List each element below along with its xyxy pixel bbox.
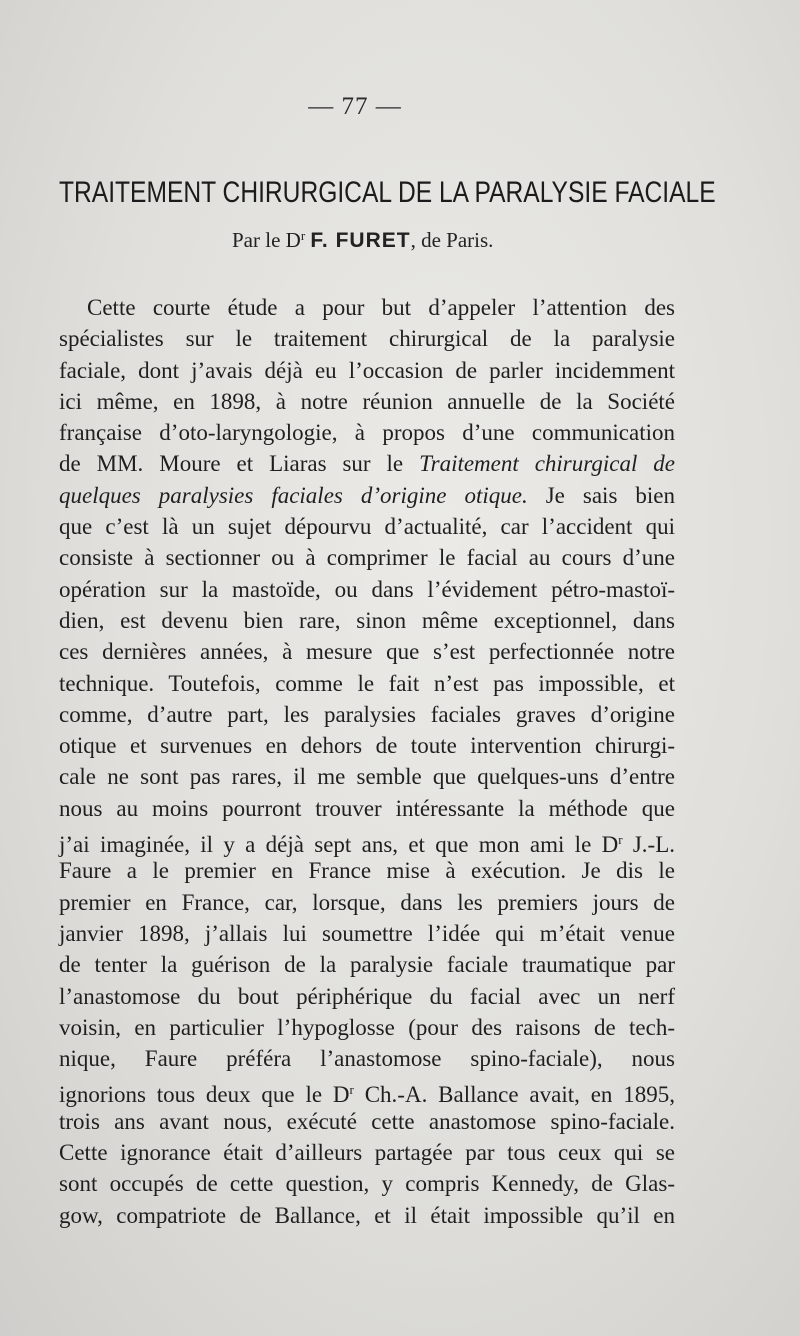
text-line: spécialistes sur le traitement chirurgical de la paralysie [59, 326, 675, 352]
byline-suffix: , de Paris. [410, 228, 494, 252]
byline-prefix: Par le D [232, 228, 301, 252]
text-line: opération sur la mastoïde, ou dans l’évidement pétro-mastoï- [59, 576, 675, 602]
text-line: gow, compatriote de Ballance, et il était impossible qu’il en [59, 1202, 675, 1228]
text-line: j’ai imaginée, il y a déjà sept ans, et que mon ami le $D^r$ J.-L. [59, 832, 675, 858]
text-line: Faure a le premier en France mise à exécution. Je dis le [59, 858, 675, 884]
byline-dr-superscript: r [300, 228, 306, 243]
text-line: l’anastomose du bout périphérique du facial avec un nerf [59, 983, 675, 1009]
italic-title: quelques paralysies faciales d’origine otique. [59, 482, 528, 508]
text-line: cale ne sont pas rares, il me semble que quelques-uns d’entre [59, 764, 675, 790]
page-number: — 77 — [308, 93, 402, 120]
text-line: de MM. Moure et Liaras sur le Traitement chirurgical de [59, 451, 676, 477]
text-line: trois ans avant nous, exécuté cette anastomose spino-faciale. [59, 1108, 675, 1134]
text-line: de tenter la guérison de la paralysie faciale traumatique par [59, 952, 675, 978]
text-line: que c’est là un sujet dépourvu d’actualité, car l’accident qui [59, 514, 675, 540]
text-line: consiste à sectionner ou à comprimer le facial au cours d’une [59, 545, 675, 571]
text-line: nique, Faure préféra l’anastomose spino-faciale), nous [59, 1046, 675, 1072]
text-line: ignorions tous deux que le $D^r$ Ch.-A. Ballance avait, en 1895, [59, 1082, 675, 1108]
body-text [59, 292, 675, 1231]
article-title: TRAITEMENT CHIRURGICAL DE LA PARALYSIE FACIALE [59, 176, 716, 209]
text-line: sont occupés de cette question, y compris Kennedy, de Glas- [59, 1171, 675, 1197]
text-line: nous au moins pourront trouver intéressante la méthode que [59, 795, 675, 821]
italic-title: Traitement chirurgical de [419, 451, 676, 477]
text-line: ici même, en 1898, à notre réunion annuelle de la Société [59, 388, 675, 414]
text-line: otique et survenues en dehors de toute intervention chirurgi- [59, 733, 675, 759]
text-line: ces dernières années, à mesure que s’est perfectionnée notre [59, 639, 675, 665]
text-line: premier en France, car, lorsque, dans les premiers jours de [59, 889, 675, 915]
text-line: faciale, dont j’avais déjà eu l’occasion de parler incidemment [59, 357, 675, 383]
byline-author: F. FURET [310, 229, 411, 252]
text-line: dien, est devenu bien rare, sinon même exceptionnel, dans [59, 607, 675, 633]
text-line: Cette ignorance était d’ailleurs partagée par tous ceux qui se [59, 1140, 675, 1166]
text-line: française d’oto-laryngologie, à propos d’une communication [59, 420, 675, 446]
text-line: janvier 1898, j’allais lui soumettre l’idée qui m’était venue [59, 920, 675, 946]
text-line: quelques paralysies faciales d’origine otique. Je sais bien [59, 482, 676, 508]
text-line: voisin, en particulier l’hypoglosse (pour des raisons de tech- [59, 1014, 675, 1040]
text-line: Cette courte étude a pour but d’appeler l’attention des [87, 295, 675, 320]
text-line: technique. Toutefois, comme le fait n’est pas impossible, et [59, 670, 675, 696]
text-line: comme, d’autre part, les paralysies faciales graves d’origine [59, 701, 675, 727]
